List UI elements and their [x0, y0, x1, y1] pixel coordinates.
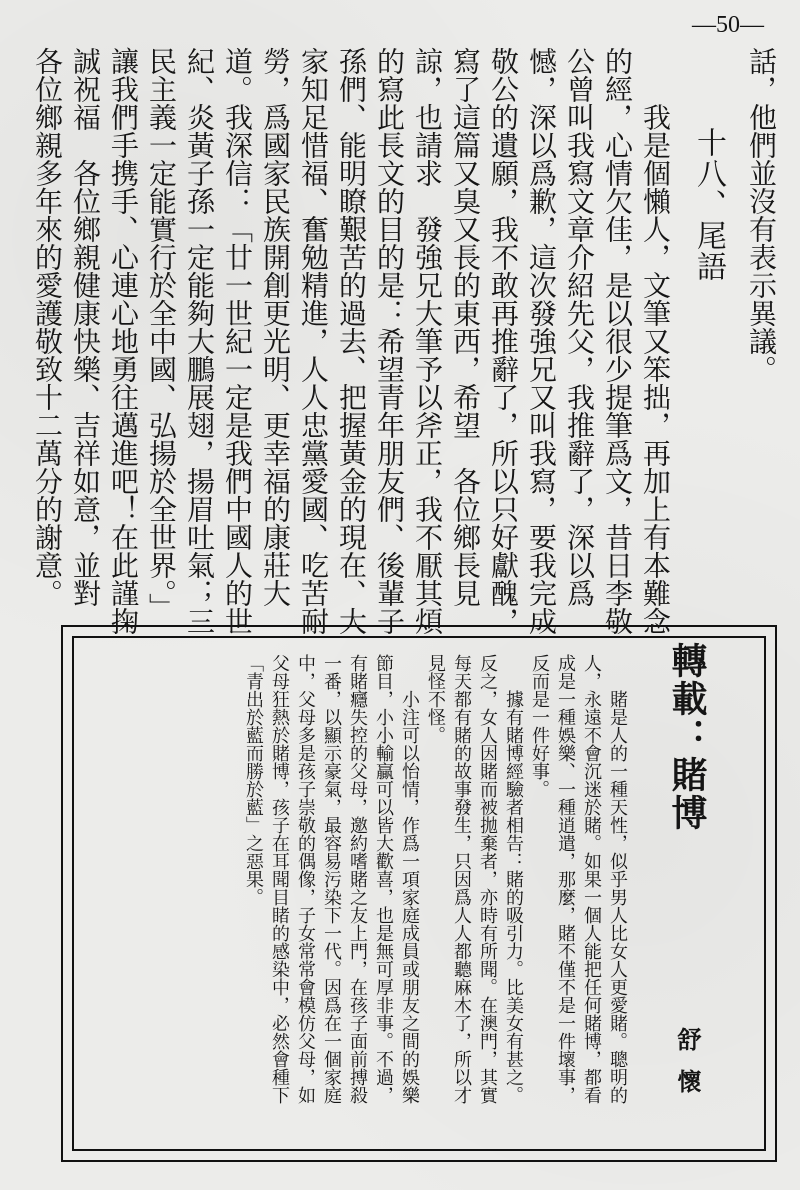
article-paragraph: 據有賭博經驗者相告：賭的吸引力。比美女有甚之。反之，女人因賭而被拋棄者，亦時有所聞。在澳門，其實每天都有賭的故事發生，只因爲人人都聽麻木了，所以才見怪不怪。	[425, 654, 524, 1104]
article-title: 轉載：賭博	[666, 642, 707, 832]
main-vertical-text	[31, 47, 780, 663]
continued-sentence: 話，他們並沒有表示異議。	[745, 47, 778, 383]
closing-paragraph: 我是個懶人，文筆又笨拙，再加上有本難念的經，心情欠佳，是以很少提筆爲文，昔日李敬公曾叫我寫文章介紹先父，我推辭了，深以爲憾，深以爲歉，這次發強兄又叫我寫，要我完成 敬公的遺願，我不敢再推辭了，所以只好獻醜，寫了這篇又臭又長的東西，希望 各位鄉長見諒，也請求 發強兄大筆予以斧正，我不厭其煩的寫此長文的目的是：希望青年朋友們、後輩子孫們、能明瞭艱苦的過去、把握黃金的現在、大家知足惜福、奮勉精進，人人忠黨愛國、吃苦耐勞，爲國家民族開創更光明、更幸福的康莊大道。我深信：「廿一世紀一定是我們中國人的世紀、炎黃子孫一定能夠大鵬展翅，揚眉吐氣；三民主義一定能實行於全中國、弘揚於全世界。」讓我們手携手、心連心地勇往邁進吧！在此謹掬誠祝福 各位鄉親健康快樂、吉祥如意，並對 各位鄉親多年來的愛護敬致十二萬分的謝意。	[31, 47, 672, 663]
article-paragraph: 賭是人的一種天性，似乎男人比女人更愛賭。聰明的人，永遠不會沉迷於賭。如果一個人能把任何賭博，都看成是一種娛樂、一種逍遣，那麼，賭不僅不是一件壞事，反而是一件好事。	[529, 654, 628, 1104]
section-heading: 十八、尾語	[691, 127, 726, 282]
article-author: 舒懷	[673, 1027, 701, 1111]
page-number: —50—	[692, 12, 764, 38]
article-paragraph: 小注可以怡情，作爲一項家庭成員或朋友之間的娛樂節目，小小輸贏可以皆大歡喜，也是無可厚非事。不過，有賭癮失控的父母，邀約嗜賭之友上門，在孩子面前搏殺一番，以顯示豪氣，最容易污染下一代。因爲在一個家庭中，父母多是孩子崇敬的偶像，子女常常會模仿父母，如父母狂熱於賭博，孩子在耳聞目睹的感染中，必然會種下「青出於藍而勝於藍」之惡果。	[243, 654, 420, 1104]
reprinted-article-box	[61, 625, 777, 1162]
article-body	[85, 654, 630, 1109]
